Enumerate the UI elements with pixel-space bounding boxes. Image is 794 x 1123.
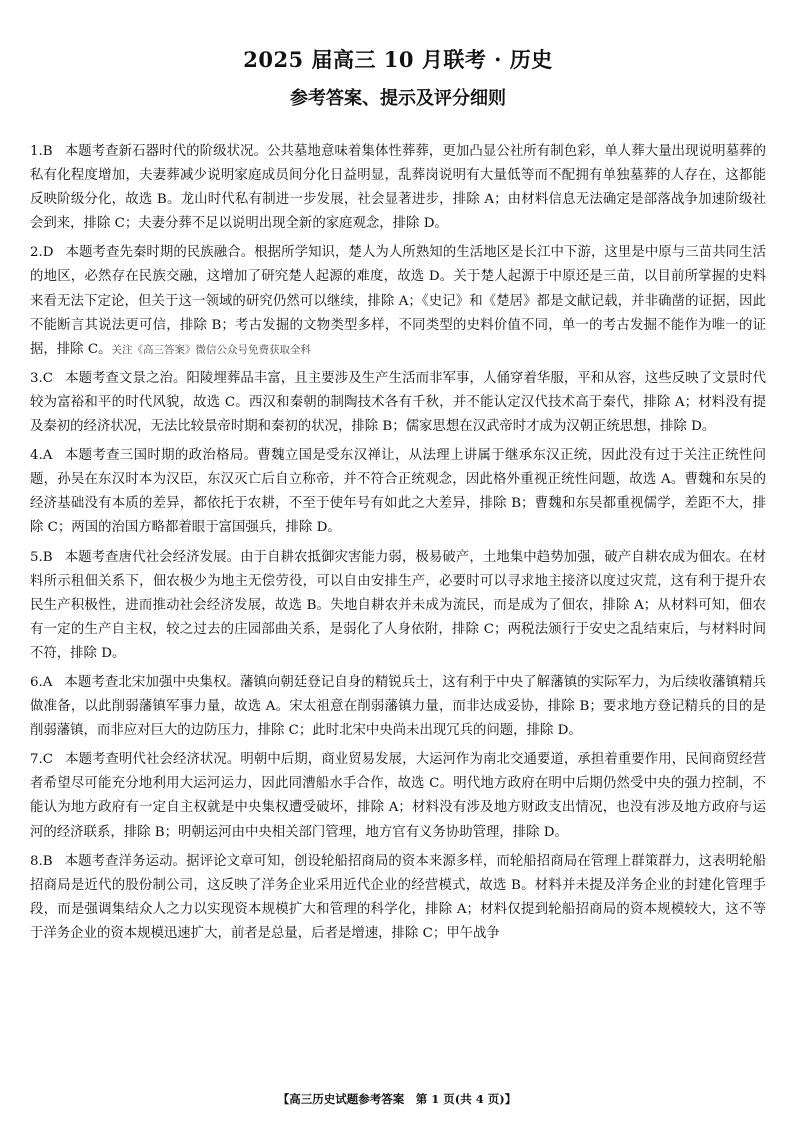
page-subtitle: 参考答案、提示及评分细则 [290, 88, 506, 109]
answer-number: 7.C [30, 752, 54, 768]
answer-text: 本题考查洋务运动。据评论文章可知，创设轮船招商局的资本来源多样，而轮船招商局在管理上群策群力，这表明轮船招商局是近代的股份制公司，这反映了洋务企业采用近代企业的经营模式，故选 B。材料并未提及洋务企业的封建化管理手段，而是强调集结众人之力以实现资本规模扩大和管理的科学化，排除 A；材料仅提到轮船招商局的资本规模较大，这不等于洋务企业的资本规模迅速扩大，前者是总量，后者是增速，排除 C；甲午战争 [30, 853, 766, 941]
answer-text: 本题考查先秦时期的民族融合。根据所学知识，楚人为人所熟知的生活地区是长江中下游，这里是中原与三苗共同生活的地区，必然存在民族交融，这增加了研究楚人起源的难度，故选 D。关于楚人起源于中原还是三苗，以目前所掌握的史料来看无法下定论，但关于这一领域的研究仍然可以继续，排除 A；《史记》和《楚居》都是文献记载，并非确凿的证据，因此不能断言其说法更可信，排除 B；考古发掘的文物类型多样，不同类型的史料价值不同，单一的考古发掘不能作为唯一的证据，排除 C。 [30, 245, 766, 357]
answer-item-5 [30, 546, 766, 666]
answer-number: 4.A [30, 448, 53, 464]
answer-text: 本题考查唐代社会经济发展。由于自耕农抵御灾害能力弱，极易破产，土地集中趋势加强，破产自耕农成为佃农。在材料所示租佃关系下，佃农极少为地主无偿劳役，可以自由安排生产，必要时可以寻求地主接济以度过灾荒，这有利于提升农民生产积极性，进而推动社会经济发展，故选 B。失地自耕农并未成为流民，而是成为了佃农，排除 A；从材料可知，佃农有一定的生产自主权，较之过去的庄园部曲关系，是弱化了人身依附，排除 C；两税法颁行于安史之乱结束后，与材料时间不符，排除 D。 [30, 549, 766, 661]
answer-number: 2.D [30, 245, 54, 261]
watermark-note: 关注《高三答案》微信公众号免费获取全科 [111, 343, 311, 356]
answer-item-8 [30, 850, 766, 946]
answer-item-1 [30, 140, 766, 236]
answer-item-2 [30, 241, 766, 361]
answer-text: 本题考查明代社会经济状况。明朝中后期，商业贸易发展，大运河作为南北交通要道，承担着重要作用，民间商贸经营者希望尽可能充分地利用大运河运力，因此同漕船水手合作，故选 C。明代地方政府在明中后期仍然受中央的强力控制，不能认为地方政府有一定自主权就是中央集权遭受破坏，排除 A；材料没有涉及地方财政支出情况，也没有涉及地方政府与运河的经济联系，排除 B；明朝运河由中央相关部门管理，地方官有义务协助管理，排除 D。 [30, 752, 766, 840]
answer-number: 6.A [30, 674, 53, 690]
answer-text: 本题考查新石器时代的阶级状况。公共墓地意味着集体性葬葬，更加凸显公社所有制色彩，单人葬大量出现说明墓葬的私有化程度增加，夫妻葬减少说明家庭成员间分化日益明显，乱葬岗说明有大量低等而不配拥有单独墓葬的人存在，这都能反映阶级分化，故选 B。龙山时代私有制进一步发展，社会显著进步，排除 A；由材料信息无法确定是部落战争加速阶级社会到来，排除 C；夫妻分葬不足以说明出现全新的家庭观念，排除 D。 [30, 144, 766, 232]
answer-item-6 [30, 671, 766, 743]
answer-text: 本题考查北宋加强中央集权。藩镇向朝廷登记自身的精锐兵士，这有利于中央了解藩镇的实际军力，为后续收藩镇精兵做准备，以此削弱藩镇军事力量，故选 A。宋太祖意在削弱藩镇力量，而非达成妥协，排除 B；要求地方登记精兵的目的是削弱藩镇，而非应对巨大的边防压力，排除 C；此时北宋中央尚未出现冗兵的问题，排除 D。 [30, 674, 766, 739]
answer-list [30, 140, 766, 946]
answer-number: 8.B [30, 853, 53, 869]
answer-text: 本题考查三国时期的政治格局。曹魏立国是受东汉禅让，从法理上讲属于继承东汉正统，因此没有过于关注正统性问题，孙吴在东汉时本为汉臣，东汉灭亡后自立称帝，并不符合正统观念，因此格外重视正统性问题，故选 A。曹魏和东吴的经济基础没有本质的差异，都依托于农耕，不至于使年号有如此之大差异，排除 B；曹魏和东吴都重视儒学，差距不大，排除 C；两国的治国方略都着眼于富国强兵，排除 D。 [30, 448, 766, 536]
answer-item-7 [30, 748, 766, 844]
page-title: 2025 届高三 10 月联考 · 历史 [243, 47, 553, 72]
answer-item-3 [30, 367, 766, 439]
answer-number: 5.B [30, 549, 53, 565]
answer-text: 本题考查文景之治。阳陵埋葬品丰富，且主要涉及生产生活而非军事，人俑穿着华服，平和从容，这些反映了文景时代较为富裕和平的时代风貌，故选 C。西汉和秦朝的制陶技术各有千秋，并不能认定汉代技术高于秦代，排除 A；材料没有提及秦初的经济状况，无法比较景帝时期和秦初的状况，排除 B；儒家思想在汉武帝时才成为汉朝正统思想，排除 D。 [30, 370, 766, 435]
answer-number: 3.C [30, 370, 54, 386]
answer-number: 1.B [30, 144, 53, 159]
answer-item-4 [30, 444, 766, 540]
page-footer: 【高三历史试题参考答案 第 1 页(共 4 页)】 [277, 1092, 517, 1106]
